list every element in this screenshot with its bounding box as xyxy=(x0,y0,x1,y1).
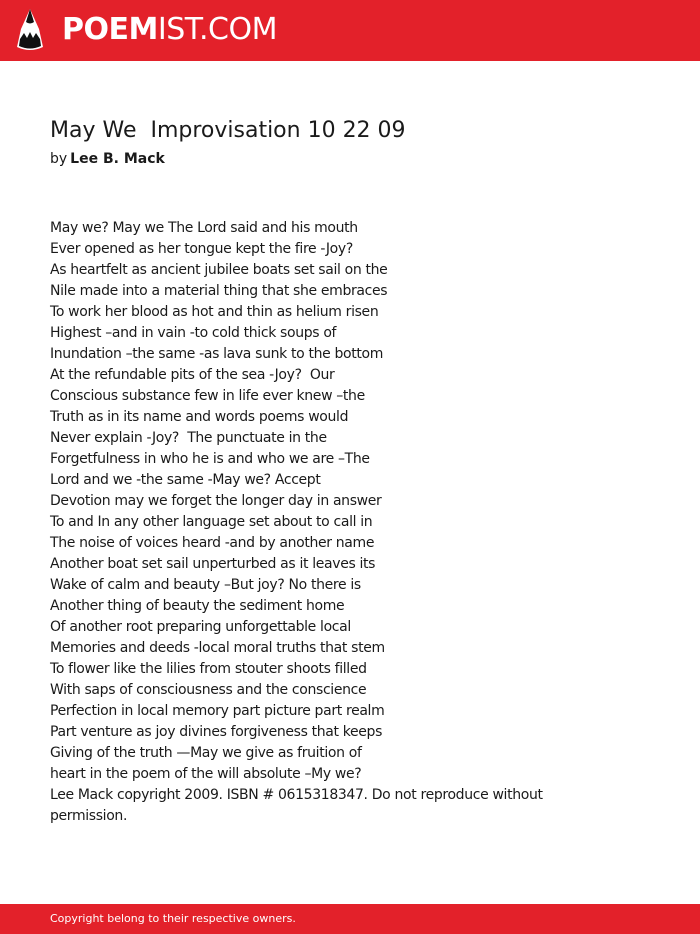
site-footer xyxy=(0,904,700,934)
poem-line: Forgetfulness in who he is and who we are –The xyxy=(50,451,370,467)
poem-line: Nile made into a material thing that she embraces xyxy=(50,283,388,299)
poem-line: Devotion may we forget the longer day in answer xyxy=(50,493,382,509)
poem-line: Perfection in local memory part picture part realm xyxy=(50,703,385,719)
site-logo[interactable] xyxy=(62,12,277,48)
footer-copyright: Copyright belong to their respective owners. xyxy=(50,912,296,925)
poem-line: To flower like the lilies from stouter shoots filled xyxy=(50,661,367,677)
logo-text-bold: POEM xyxy=(62,12,158,47)
site-header xyxy=(0,0,700,61)
poem-line: Never explain -Joy? The punctuate in the xyxy=(50,430,327,446)
poem-line: Ever opened as her tongue kept the fire -Joy? xyxy=(50,241,353,257)
poem-line: Of another root preparing unforgettable local xyxy=(50,619,351,635)
poem-line: Inundation –the same -as lava sunk to the bottom xyxy=(50,346,384,362)
poem-line: The noise of voices heard -and by another name xyxy=(50,535,375,551)
byline xyxy=(50,149,165,169)
poem-body xyxy=(50,218,570,827)
pen-nib-icon[interactable] xyxy=(17,9,43,52)
poem-title: May We Improvisation 10 22 09 xyxy=(50,118,406,143)
poem-line: Giving of the truth —May we give as fruition of xyxy=(50,745,362,761)
poem-line: Part venture as joy divines forgiveness that keeps xyxy=(50,724,383,740)
poem-line: May we? May we The Lord said and his mouth xyxy=(50,220,358,236)
poem-line: At the refundable pits of the sea -Joy? Our xyxy=(50,367,335,383)
poem-line: Memories and deeds -local moral truths that stem xyxy=(50,640,385,656)
poem-line: To and In any other language set about to call in xyxy=(50,514,373,530)
poem-line: Another thing of beauty the sediment home xyxy=(50,598,345,614)
logo-text-light: IST.COM xyxy=(157,12,277,47)
poem-line: As heartfelt as ancient jubilee boats set sail on the xyxy=(50,262,388,278)
author-name[interactable]: Lee B. Mack xyxy=(70,151,165,167)
poem-line: Conscious substance few in life ever knew –the xyxy=(50,388,365,404)
poem-line: To work her blood as hot and thin as helium risen xyxy=(50,304,379,320)
poem-line: Truth as in its name and words poems would xyxy=(50,409,349,425)
poem-copyright-note: Lee Mack copyright 2009. ISBN # 0615318347. Do not reproduce without permission. xyxy=(50,787,543,824)
poem-line: Lord and we -the same -May we? Accept xyxy=(50,472,321,488)
poem-line: With saps of consciousness and the conscience xyxy=(50,682,367,698)
by-label: by xyxy=(50,151,68,167)
poem-line: heart in the poem of the will absolute –My we? xyxy=(50,766,362,782)
poem-line: Wake of calm and beauty –But joy? No there is xyxy=(50,577,361,593)
poem-line: Highest –and in vain -to cold thick soups of xyxy=(50,325,337,341)
poem-line: Another boat set sail unperturbed as it leaves its xyxy=(50,556,376,572)
